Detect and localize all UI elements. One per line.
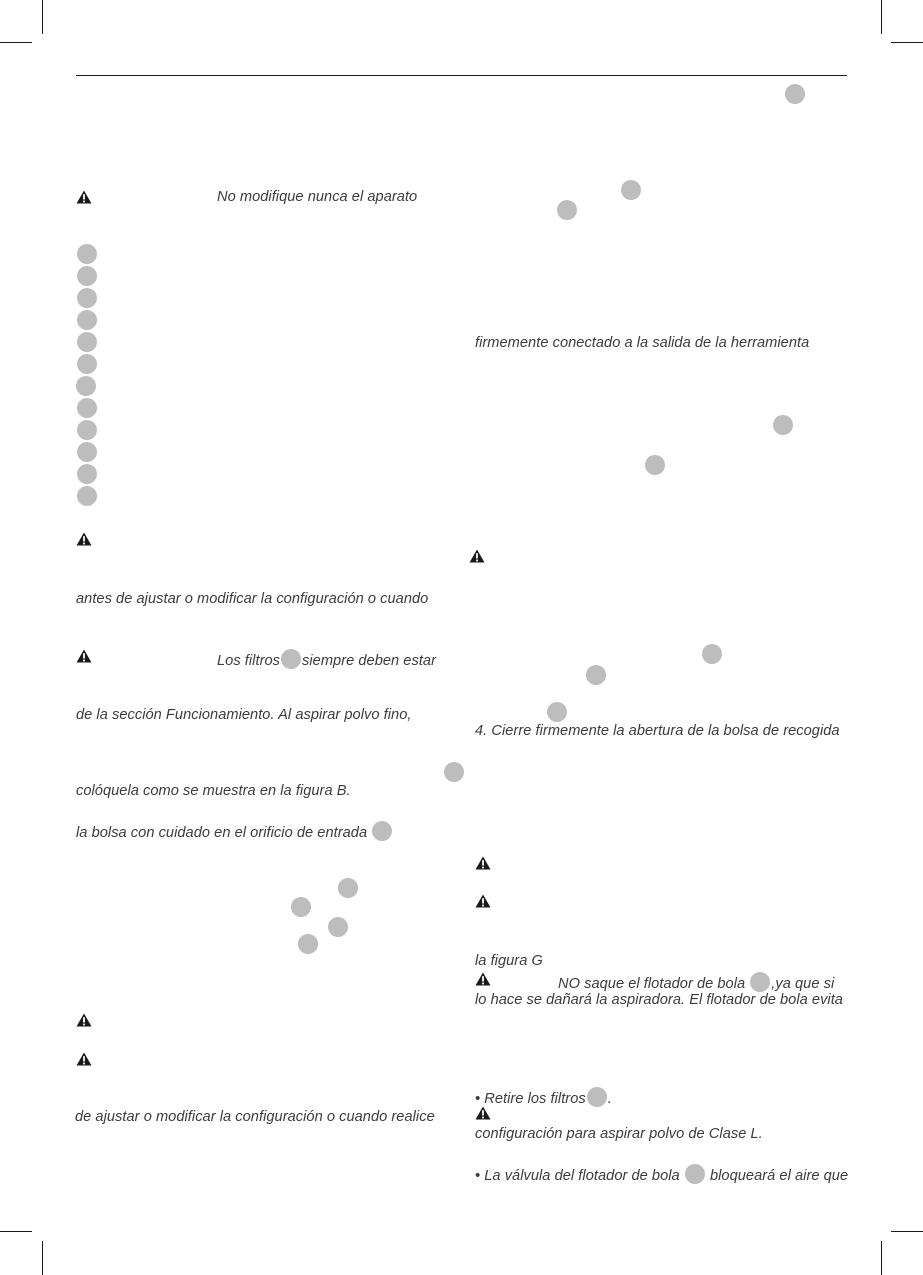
ball-prefix: NO saque el flotador de bola (558, 976, 746, 992)
callout-circle (77, 332, 97, 352)
crop-mark (42, 0, 43, 34)
crop-mark (881, 1241, 882, 1275)
callout-circle (77, 486, 97, 506)
bolsa-text: la bolsa con cuidado en el orificio de entrada (76, 825, 368, 841)
filters-prefix: Los filtros (217, 653, 281, 669)
ball-float-line (558, 972, 834, 993)
filters-suffix: siempre deben estar (302, 653, 437, 669)
body-line: antes de ajustar o modificar la configuración o cuando (76, 591, 429, 607)
bolsa-line (76, 821, 393, 842)
callout-circle (328, 917, 348, 937)
callout-circle (702, 644, 722, 664)
callout-circle (645, 455, 665, 475)
callout-circle (77, 464, 97, 484)
callout-circle (291, 897, 311, 917)
callout-circle (77, 420, 97, 440)
callout-circle (281, 649, 301, 669)
body-line: lo hace se dañará la aspiradora. El flotador de bola evita (475, 992, 843, 1008)
callout-circle (444, 762, 464, 782)
retire-line (475, 1087, 612, 1108)
callout-circle (76, 376, 96, 396)
body-line: colóquela como se muestra en la figura B. (76, 783, 351, 799)
header-rule (76, 75, 847, 76)
warning-icon (76, 1052, 92, 1066)
crop-mark (891, 42, 923, 43)
body-line: firmemente conectado a la salida de la herramienta (475, 335, 810, 351)
warning-icon (475, 1106, 491, 1120)
body-line: de ajustar o modificar la configuración o cuando realice (75, 1109, 435, 1125)
callout-circle (547, 702, 567, 722)
crop-mark (881, 0, 882, 34)
callout-circle (77, 442, 97, 462)
callout-circle (77, 288, 97, 308)
callout-circle (77, 244, 97, 264)
body-line: de la sección Funcionamiento. Al aspirar polvo fino, (76, 707, 412, 723)
valve-prefix: • La válvula del flotador de bola (475, 1168, 680, 1184)
callout-circle (785, 84, 805, 104)
callout-circle (587, 1087, 607, 1107)
callout-circle (685, 1164, 705, 1184)
crop-mark (891, 1231, 923, 1232)
callout-circle (557, 200, 577, 220)
warning-icon (76, 190, 92, 204)
warning-icon (475, 972, 491, 986)
warning-icon (76, 649, 92, 663)
callout-circle (750, 972, 770, 992)
retire-prefix: • Retire los filtros (475, 1091, 586, 1107)
valve-suffix: bloqueará el aire que (709, 1168, 849, 1184)
ball-suffix: ,ya que si (771, 976, 835, 992)
warning-text: No modifique nunca el aparato (217, 189, 418, 205)
callout-circle (77, 310, 97, 330)
crop-mark (42, 1241, 43, 1275)
retire-suffix: . (607, 1091, 612, 1107)
callout-circle (773, 415, 793, 435)
body-line: la figura G (475, 953, 543, 969)
callout-circle (77, 354, 97, 374)
warning-icon (475, 894, 491, 908)
body-line: 4. Cierre firmemente la abertura de la bolsa de recogida (475, 723, 840, 739)
callout-circle (338, 878, 358, 898)
warning-icon (475, 856, 491, 870)
callout-circle (298, 934, 318, 954)
filters-line (217, 649, 436, 670)
callout-circle (372, 821, 392, 841)
warning-icon (469, 549, 485, 563)
valve-line (475, 1164, 848, 1185)
callout-circle (621, 180, 641, 200)
callout-circle (586, 665, 606, 685)
callout-circle (77, 398, 97, 418)
body-line: configuración para aspirar polvo de Clase L. (475, 1126, 763, 1142)
crop-mark (0, 42, 32, 43)
callout-circle (77, 266, 97, 286)
warning-icon (76, 532, 92, 546)
crop-mark (0, 1231, 32, 1232)
warning-icon (76, 1013, 92, 1027)
